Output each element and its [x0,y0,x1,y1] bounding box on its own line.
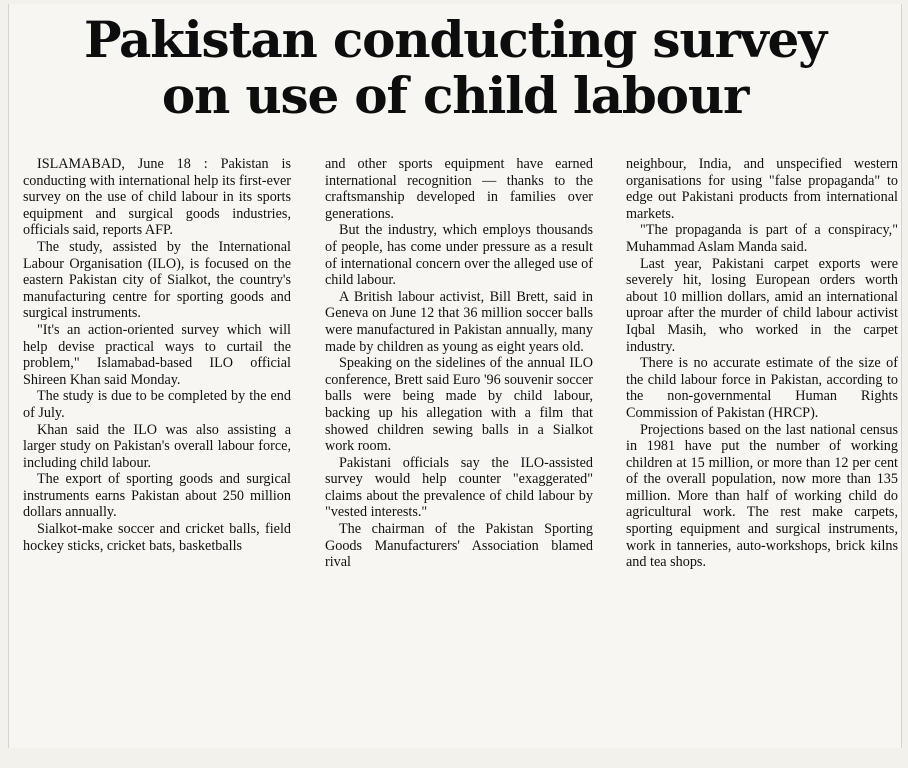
paragraph: A British labour activist, Bill Brett, said in Geneva on June 12 that 36 million soccer balls were manufactured in Pakistan annually, many made by children as young as eight years old. [325,288,593,355]
paragraph: "It's an action-oriented survey which will help devise practical ways to curtail the problem," Islamabad-based ILO official Shireen Khan said Monday. [23,321,291,388]
paragraph [23,156,291,239]
paragraph: Projections based on the last national census in 1981 have put the number of working children at 15 million, or more than 12 per cent of the overall population, now more than 135 million. More than half of working child do agricultural work. The rest make carpets, sporting equipment and surgical instruments, work in tanneries, auto-workshops, brick kilns and tea shops. [626,421,898,571]
paragraph-continued: neighbour, India, and unspecified western organisations for using "false propaganda" to edge out Pakistani products from international markets. [626,156,898,222]
article-column-1 [23,156,291,750]
paragraph: Khan said the ILO was also assisting a larger study on Pakistan's overall labour force, including child labour. [23,421,291,471]
paragraph: The study, assisted by the International Labour Organisation (ILO), is focused on the eastern Pakistan city of Sialkot, the country's manufacturing centre for sporting goods and surgical instruments. [23,238,291,322]
paragraph: But the industry, which employs thousands of people, has come under pressure as a result of international concern over the alleged use of child labour. [325,222,593,289]
paragraph: The export of sporting goods and surgical instruments earns Pakistan about 250 million dollars annually. [23,471,291,521]
paragraph-text: Pakistan is conducting with international help its first-ever survey on the use of child labour in its sports equipment and surgical goods industries, officials said, reports AFP. [23,156,291,239]
article-body [23,156,903,750]
paragraph: "The propaganda is part of a conspiracy," Muhammad Aslam Manda said. [626,222,898,255]
article-column-2 [325,156,593,750]
paragraph: The chairman of the Pakistan Sporting Goods Manufacturers' Association blamed rival [325,521,593,571]
paragraph: Last year, Pakistani carpet exports were severely hit, losing European orders worth about 10 million dollars, amid an international uproar after the murder of child labour activist Iqbal Masih, who worked in the carpet industry. [626,255,898,355]
article-column-3 [626,156,898,750]
paragraph: Pakistani officials say the ILO-assisted survey would help counter "exaggerated" claims about the prevalence of child labour by "vested interests." [325,454,593,521]
paragraph: Speaking on the sidelines of the annual ILO conference, Brett said Euro '96 souvenir soccer balls were being made by child labour, backing up his allegation with a film that showed children sewing balls in a Sialkot work room. [325,355,593,455]
dateline: ISLAMABAD, June 18 : [37,156,208,172]
newspaper-clipping [8,4,902,748]
paragraph: There is no accurate estimate of the size of the child labour force in Pakistan, according to the non-governmental Human Rights Commission of Pakistan (HRCP). [626,355,898,421]
headline-line-1: Pakistan conducting survey [84,10,826,69]
headline-line-2: on use of child labour [161,66,749,125]
paragraph: Sialkot-make soccer and cricket balls, field hockey sticks, cricket bats, basketballs [23,521,291,554]
headline [9,12,901,124]
paragraph-continued: and other sports equipment have earned international recognition — thanks to the craftsmanship developed in families over generations. [325,156,593,222]
paragraph: The study is due to be completed by the end of July. [23,388,291,421]
